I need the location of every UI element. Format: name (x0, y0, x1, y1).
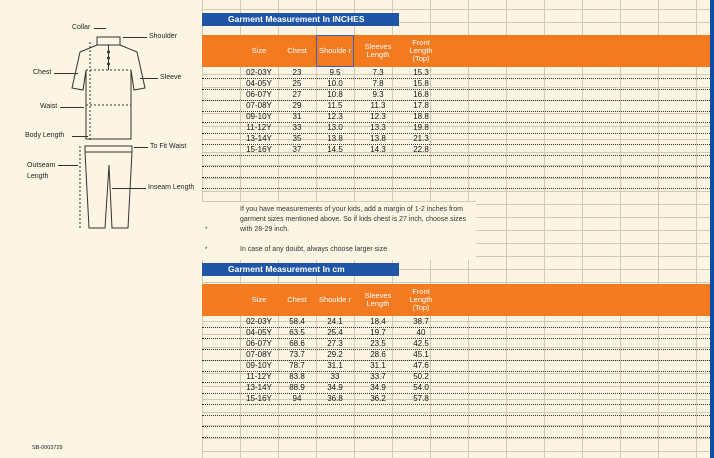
table-cell[interactable]: 04-05Y (246, 328, 272, 337)
leader-line (94, 28, 106, 29)
table-cell[interactable]: 22.8 (413, 145, 429, 154)
table-cell[interactable]: 06-07Y (246, 339, 272, 348)
note-bullet: * (205, 247, 208, 253)
table-cell[interactable]: 16.8 (413, 90, 429, 99)
note-larger-size: In case of any doubt, always choose larger size (240, 246, 388, 253)
note-margin-advice: If you have measurements of your kids, add a margin of 1-2 inches from garment sizes mentioned above. So if kids chest is 27 inch, choose sizes with 28-29 inch. (240, 206, 467, 233)
table-cell[interactable]: 13.8 (327, 134, 343, 143)
table-cell[interactable]: 15-16Y (246, 394, 272, 403)
leader-line (58, 165, 78, 166)
inches-header-row[interactable] (202, 35, 710, 67)
label-chest: Chest (33, 69, 52, 76)
table-cell[interactable]: 10.8 (327, 90, 343, 99)
table-cell[interactable]: 73.7 (289, 350, 305, 359)
table-cell[interactable]: 58.4 (289, 317, 305, 326)
label-to-fit-waist: To Fit Waist (150, 143, 187, 150)
label-waist: Waist (40, 103, 58, 110)
table-cell[interactable]: 33 (292, 123, 302, 132)
table-cell[interactable]: 12.3 (370, 112, 386, 121)
table-cell[interactable]: 15.3 (413, 68, 429, 77)
table-cell[interactable]: 29 (292, 101, 302, 110)
table-cell[interactable]: 31 (292, 112, 302, 121)
table-cell[interactable]: 50.2 (413, 372, 429, 381)
header-chest[interactable]: Chest (287, 295, 307, 304)
table-cell[interactable]: 25 (292, 79, 302, 88)
table-row[interactable] (202, 177, 710, 189)
table-cell[interactable]: 9.5 (329, 68, 341, 77)
table-cell[interactable]: 33.7 (370, 372, 386, 381)
header-size[interactable]: Size (251, 295, 267, 304)
size-guide-diagram (0, 0, 203, 458)
table-cell[interactable]: 9.3 (372, 90, 384, 99)
table-cell[interactable]: 23.5 (370, 339, 386, 348)
table-cell[interactable]: 7.3 (372, 68, 384, 77)
table-cell[interactable]: 40 (416, 328, 426, 337)
table-cell[interactable]: 34.9 (327, 383, 343, 392)
table-cell[interactable]: 14.5 (327, 145, 343, 154)
table-cell[interactable]: 42.5 (413, 339, 429, 348)
header-chest[interactable]: Chest (287, 46, 307, 55)
table-cell[interactable]: 14.3 (370, 145, 386, 154)
cm-table-title[interactable]: Garment Measurement In cm (202, 263, 399, 276)
label-body-length: Body Length (25, 132, 65, 139)
leader-line (54, 73, 78, 74)
table-cell[interactable]: 34.9 (370, 383, 386, 392)
table-cell[interactable]: 15-16Y (246, 145, 272, 154)
table-cell[interactable]: 13.8 (370, 134, 386, 143)
header-front-length[interactable]: Front Length (Top) (409, 38, 433, 63)
header-shoulder[interactable]: Shoulde r (318, 295, 352, 304)
table-cell[interactable]: 19.8 (413, 123, 429, 132)
table-cell[interactable]: 21.3 (413, 134, 429, 143)
header-front-length[interactable]: Front Length (Top) (409, 287, 433, 312)
table-cell[interactable]: 83.8 (289, 372, 305, 381)
leader-line (60, 107, 84, 108)
label-collar: Collar (72, 24, 91, 31)
inches-table-body[interactable] (202, 67, 710, 189)
notes-box (202, 201, 476, 260)
table-cell[interactable]: 19.7 (370, 328, 386, 337)
table-cell[interactable]: 07-08Y (246, 350, 272, 359)
table-cell[interactable]: 09-10Y (246, 361, 272, 370)
table-cell[interactable]: 38.7 (413, 317, 429, 326)
table-cell[interactable]: 35 (292, 134, 302, 143)
header-shoulder-selected[interactable]: Shoulde r (316, 35, 354, 67)
leader-line (112, 188, 146, 189)
table-cell[interactable]: 18.8 (413, 112, 429, 121)
sku-code: SB-0003729 (32, 445, 63, 451)
table-cell[interactable]: 37 (292, 145, 302, 154)
leader-line (140, 78, 158, 79)
table-cell[interactable]: 10.0 (327, 79, 343, 88)
header-sleeves-length[interactable]: Sleeves Length (364, 42, 392, 59)
table-cell[interactable]: 13-14Y (246, 134, 272, 143)
table-cell[interactable]: 23 (292, 68, 302, 77)
table-cell[interactable]: 18.4 (370, 317, 386, 326)
table-cell[interactable]: 88.9 (289, 383, 305, 392)
table-cell[interactable]: 78.7 (289, 361, 305, 370)
table-cell[interactable]: 02-03Y (246, 68, 272, 77)
table-row[interactable] (202, 426, 710, 438)
label-shoulder: Shoulder (149, 33, 178, 40)
leader-line (72, 136, 88, 137)
table-cell[interactable]: 06-07Y (246, 90, 272, 99)
table-cell[interactable]: 36.8 (327, 394, 343, 403)
table-cell[interactable]: 13.3 (370, 123, 386, 132)
table-cell[interactable]: 63.5 (289, 328, 305, 337)
table-cell[interactable]: 07-08Y (246, 101, 272, 110)
table-cell[interactable]: 11.3 (370, 101, 386, 110)
table-cell[interactable]: 02-03Y (246, 317, 272, 326)
table-cell[interactable]: 09-10Y (246, 112, 272, 121)
label-sleeve: Sleeve (160, 74, 182, 81)
table-cell[interactable]: 31.1 (327, 361, 343, 370)
cm-header-row[interactable] (202, 284, 710, 316)
table-cell[interactable]: 94 (292, 394, 302, 403)
table-cell[interactable]: 54.0 (413, 383, 429, 392)
table-cell[interactable]: 36.2 (370, 394, 386, 403)
table-cell[interactable]: 15.8 (413, 79, 429, 88)
table-cell[interactable]: 13-14Y (246, 383, 272, 392)
leader-line (134, 147, 148, 148)
table-cell[interactable]: 24.1 (327, 317, 343, 326)
label-outseam-length: Outseam Length (27, 162, 56, 180)
table-cell[interactable]: 33 (330, 372, 340, 381)
leader-line (123, 37, 147, 38)
table-cell[interactable]: 04-05Y (246, 79, 272, 88)
table-cell[interactable]: 47.6 (413, 361, 429, 370)
note-bullet: * (205, 227, 208, 233)
inches-table-title[interactable]: Garment Measurement In INCHES (202, 13, 399, 26)
table-cell[interactable]: 27.3 (327, 339, 343, 348)
header-size[interactable]: Size (251, 46, 267, 55)
table-cell[interactable]: 11-12Y (246, 372, 272, 381)
table-cell[interactable]: 45.1 (413, 350, 429, 359)
table-cell[interactable]: 68.6 (289, 339, 305, 348)
table-cell[interactable]: 25.4 (327, 328, 343, 337)
table-cell[interactable]: 13.0 (327, 123, 343, 132)
table-cell[interactable]: 29.2 (327, 350, 343, 359)
label-inseam-length: Inseam Length (148, 184, 195, 191)
table-cell[interactable]: 28.6 (370, 350, 386, 359)
table-cell[interactable]: 17.8 (413, 101, 429, 110)
cm-table-body[interactable] (202, 316, 710, 438)
table-cell[interactable]: 27 (292, 90, 302, 99)
table-cell[interactable]: 12.3 (327, 112, 343, 121)
table-cell[interactable]: 57.8 (413, 394, 429, 403)
header-sleeves-length[interactable]: Sleeves Length (364, 291, 392, 308)
table-cell[interactable]: 11.5 (327, 101, 343, 110)
kurta-pajama-illustration (0, 0, 202, 458)
table-cell[interactable]: 11-12Y (246, 123, 272, 132)
table-cell[interactable]: 31.1 (370, 361, 386, 370)
table-cell[interactable]: 7.8 (372, 79, 384, 88)
